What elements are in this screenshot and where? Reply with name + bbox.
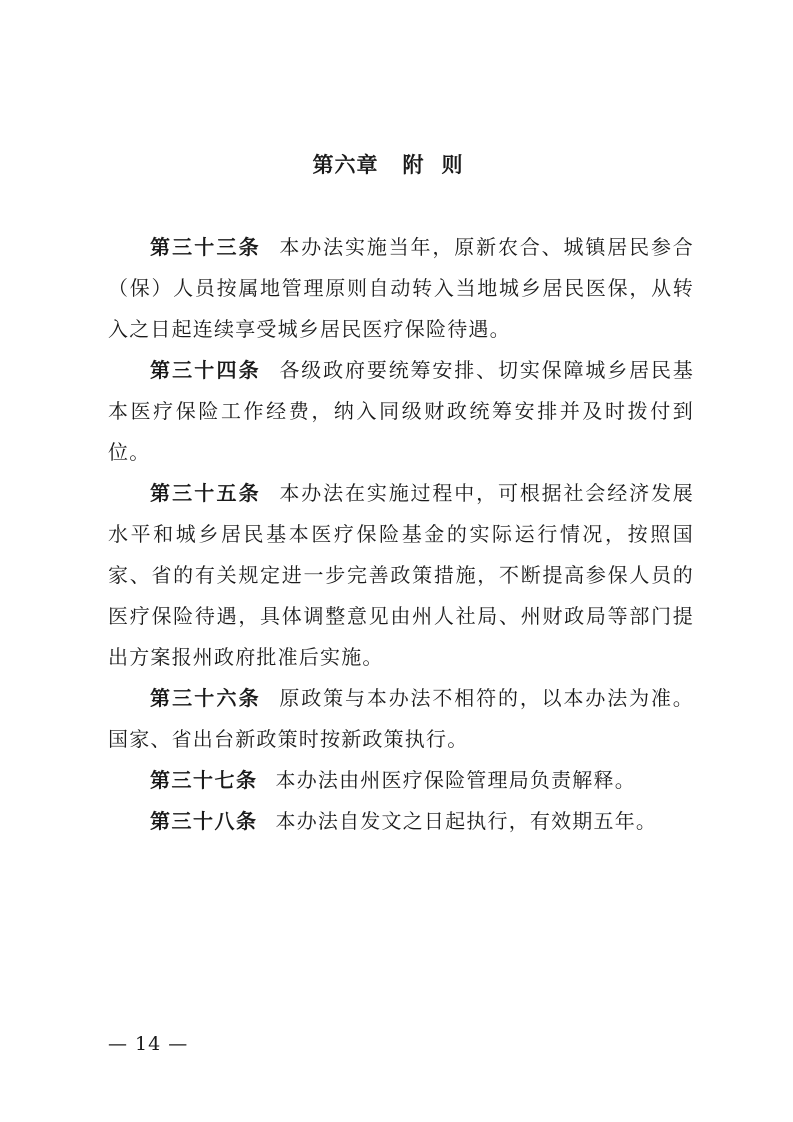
article-text: 原政策与本办法不相符的，以本办法为准。国家、省出台新政策时按新政策执行。 (108, 686, 695, 751)
article-38 (108, 801, 694, 842)
article-number: 第三十八条 (150, 809, 258, 833)
article-number: 第三十四条 (150, 358, 261, 382)
article-34 (108, 350, 694, 473)
article-number: 第三十三条 (150, 235, 261, 259)
article-35 (108, 473, 694, 678)
article-text: 本办法由州医疗保险管理局负责解释。 (275, 768, 636, 792)
page-number: — 14 — (108, 1033, 189, 1055)
article-number: 第三十六条 (150, 686, 261, 710)
chapter-title: 附则 (402, 153, 481, 177)
chapter-number: 第六章 (312, 153, 379, 177)
article-text: 本办法在实施过程中，可根据社会经济发展水平和城乡居民基本医疗保险基金的实际运行情况，按照国家、省的有关规定进一步完善政策措施，不断提高参保人员的医疗保险待遇，具体调整意见由州人社局、州财政局等部门提出方案报州政府批准后实施。 (108, 481, 695, 669)
chapter-heading (0, 150, 793, 180)
article-text: 本办法自发文之日起执行，有效期五年。 (275, 809, 658, 833)
article-number: 第三十五条 (150, 481, 261, 505)
article-number: 第三十七条 (150, 768, 258, 792)
article-37 (108, 760, 694, 801)
article-36 (108, 678, 694, 760)
article-text: 各级政府要统筹安排、切实保障城乡居民基本医疗保险工作经费，纳入同级财政统筹安排并及时拨付到位。 (108, 358, 695, 464)
article-33 (108, 227, 694, 350)
article-text: 本办法实施当年，原新农合、城镇居民参合（保）人员按属地管理原则自动转入当地城乡居民医保，从转入之日起连续享受城乡居民医疗保险待遇。 (108, 235, 695, 341)
articles-body (108, 227, 694, 842)
